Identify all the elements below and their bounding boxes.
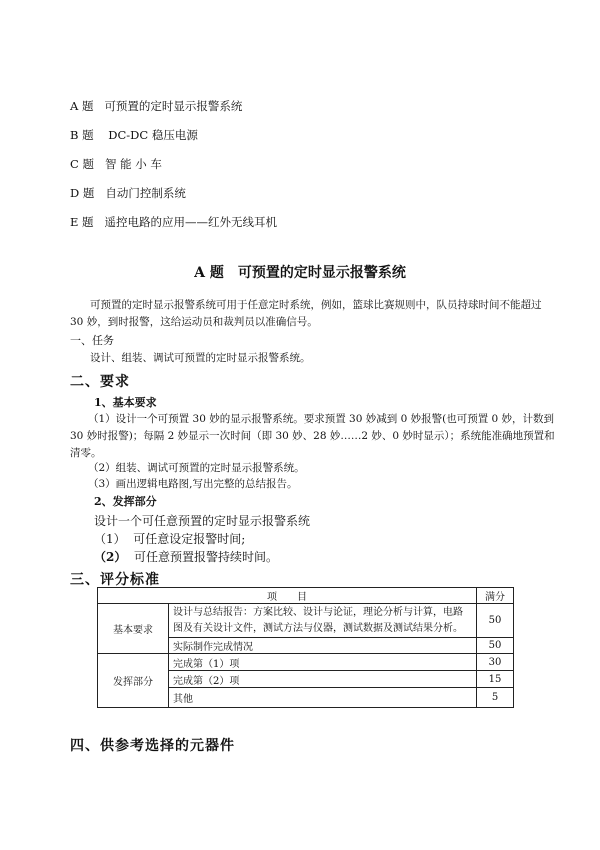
score-cell: 5 [477,688,514,708]
category-basic: 基本要求 [98,604,169,654]
extended-item: （1） 可任意设定报警时间; [94,532,246,546]
score-cell: 50 [477,604,514,638]
table-cell: 其他 [169,688,477,708]
topic-list-item: E 题 遥控电路的应用——红外无线耳机 [70,215,278,229]
topic-list-item: D 题 自动门控制系统 [70,186,186,200]
requirement-line: 30 妙时报警)；每隔 2 妙显示一次时间（即 30 妙、28 妙……2 妙、0 妙时显示）；系统能准确地预置和 [70,430,555,442]
table-cell: 实际制作完成情况 [169,638,477,654]
section-heading-task: 一、任务 [70,334,114,347]
score-cell: 30 [477,654,514,671]
section-heading-scoring: 三、评分标准 [70,572,160,588]
page-title: A 题 可预置的定时显示报警系统 [194,265,406,281]
requirement-line: （1）设计一个可预置 30 妙的显示报警系统。要求预置 30 妙减到 0 妙报警(也可预置 0 妙，计数到 [88,413,555,425]
column-header-score: 满分 [477,588,514,604]
extended-requirements-heading: 2、发挥部分 [94,495,157,508]
requirement-line: 清零。 [70,447,102,459]
table-cell: 完成第（2）项 [169,671,477,688]
intro-line: 可预置的定时显示报警系统可用于任意定时系统，例如，篮球比赛规则中，队员持球时间不能超过 [90,299,542,311]
requirement-line: （3）画出逻辑电路图,写出完整的总结报告。 [88,478,298,490]
table-header-row [98,588,514,604]
section-heading-requirements: 二、要求 [70,374,130,390]
score-cell: 15 [477,671,514,688]
column-header-item: 项 目 [98,588,477,604]
extended-intro-text: 设计一个可任意预置的定时显示报警系统 [94,514,311,528]
table-cell: 设计与总结报告：方案比较、设计与论证，理论分析与计算，电路 图及有关设计文件，测试方法与仪器，测试数据及测试结果分析。 [169,604,477,638]
topic-list-item: B 题 DC-DC 稳压电源 [70,128,198,142]
requirement-line: （2）组装、调试可预置的定时显示报警系统。 [88,462,305,474]
table-cell: 完成第（1）项 [169,654,477,671]
table-row [98,654,514,671]
category-extended: 发挥部分 [98,654,169,708]
topic-list-item: C 题 智 能 小 车 [70,157,162,171]
table-row [98,604,514,638]
score-cell: 50 [477,638,514,654]
basic-requirements-heading: 1、基本要求 [94,396,157,409]
scoring-table [97,587,514,708]
task-text: 设计、组装、调试可预置的定时显示报警系统。 [90,352,311,364]
topic-list-item: A 题 可预置的定时显示报警系统 [70,99,243,113]
section-heading-components: 四、供参考选择的元器件 [70,738,235,754]
extended-item: （2） 可任意预置报警持续时间。 [94,550,279,564]
intro-line: 30 妙，到时报警，这给运动员和裁判员以准确信号。 [70,316,318,328]
